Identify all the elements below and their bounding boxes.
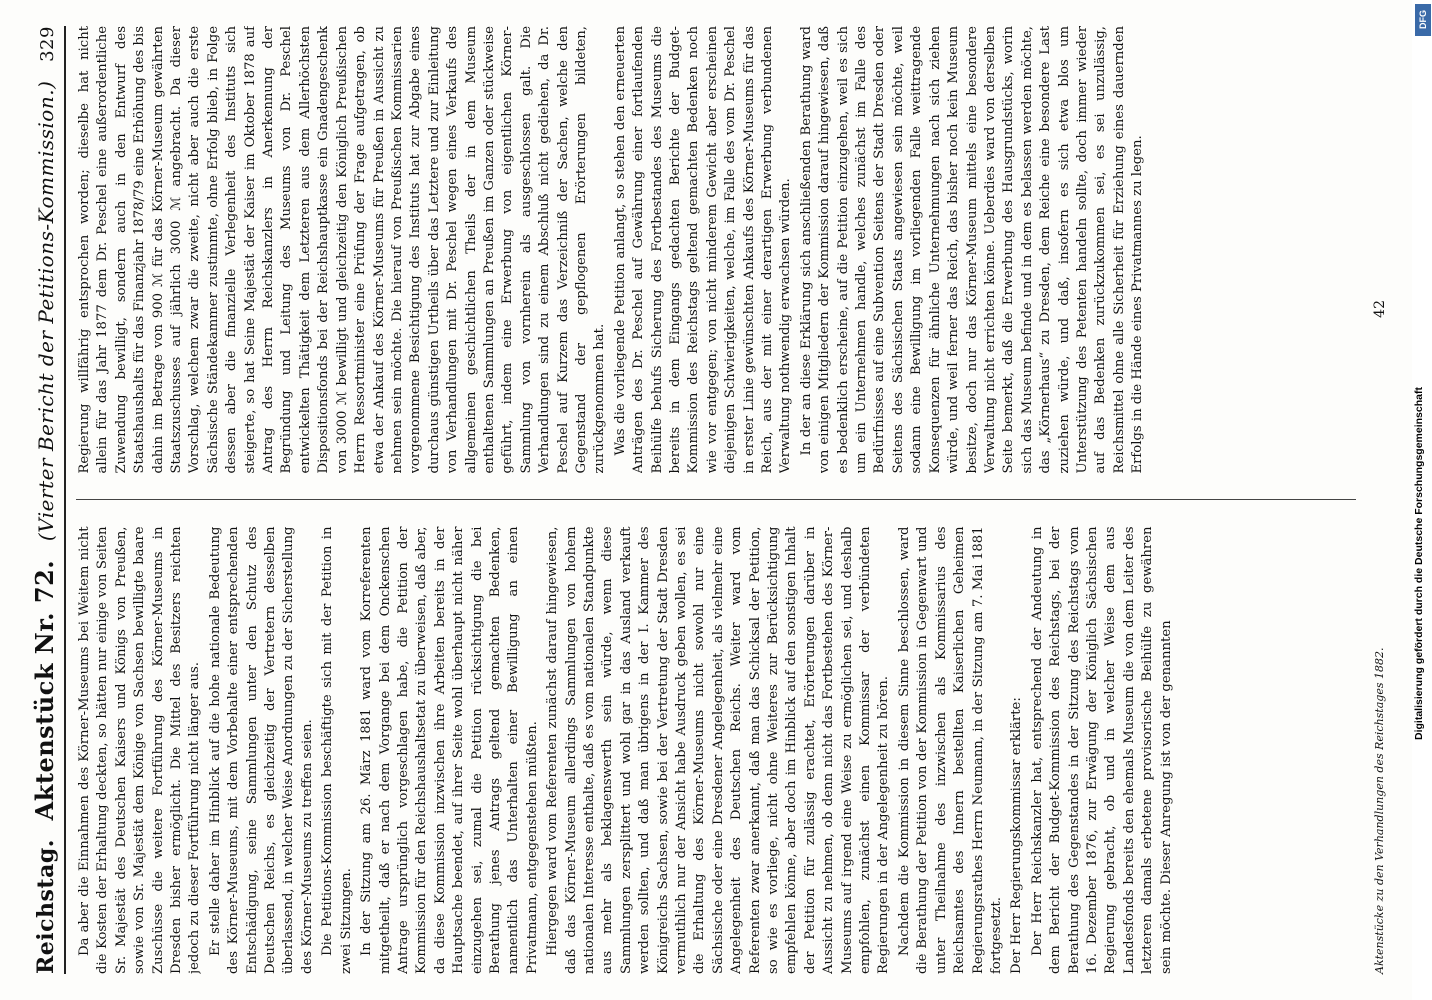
page-number: 329 [37,26,58,62]
dfg-logo: DFG [1415,4,1431,36]
paragraph: Der Herr Regierungskommissar erklärte: [1009,697,1025,974]
paragraph: In der Sitzung am 26. März 1881 ward vom Korreferenten mitgetheilt, daß er nach dem Vorgange bei dem Onckenschen Antrage ursprünglich vorgeschlagen habe, die Petition der Kommission für den Reichshaushaltsetat zu überweisen, daß aber, da diese Kommission inzwischen ihre Arbeiten bereits in der Hauptsache beendet, auf ihrer Seite wohl überhaupt nicht näher einzugehen sei, zumal die Petition rücksichtigung die bei Berathung jenes Antrags geltend gemachten Bedenken, namentlich das Unterhalten einer Bewilligung an einen Privatmann, entgegenstehen müßten. [359,526,540,974]
running-header [30,26,66,974]
column-left [76,527,1356,975]
header-right: (Vierter Bericht der Petitions-Kommission.) [34,80,58,542]
paragraph: Da aber die Einnahmen des Körner-Museums bei Weitem nicht die Kosten der Erhaltung deckten, so hätten nur einige von Seiten Sr. Majestät des Deutschen Kaisers und Königs von Preußen, sowie von Sr. Majestät dem Könige von Sachsen bewilligte baare Zuschüsse die weitere Fortführung des Körner-Museums in Dresden bisher ermöglicht. Die Mittel des Besitzers reichten jedoch zu dieser Fortführung nicht länger aus. [77,526,203,974]
paragraph: Nachdem die Kommission in diesem Sinne beschlossen, ward die Berathung der Petition von der Kommission in Gegenwart und unter Theilnahme des inzwischen als Kommissarius des Reichsamtes des Innern bestellten Kaiserlichen Geheimen Regierungsrathes Herrn Neumann, in der Sitzung am 7. Mai 1881 fortgesetzt. [896,526,1004,974]
header-center: Aktenstück Nr. 72. [30,559,59,821]
folio-number: 42 [1372,300,1388,318]
document-page [16,0,1416,1000]
paragraph: In der an diese Erklärung sich anschließenden Berathung ward von einigen Mitgliedern der Kommission darauf hingewiesen, daß es bedenklich erscheine, auf die Petition einzugehen, weil es sich um ein Unternehmen handle, welches zunächst im Falle des Bedürfnisses auf eine Subvention Seitens der Stadt Dresden oder Seitens des Sächsischen Staats angewiesen sein möchte, weil sodann eine Bewilligung im vorliegenden Falle weittragende Konsequenzen für ähnliche Unternehmungen nach sich ziehen würde, und weil ferner das Reich, das bisher noch kein Museum besitze, doch nur das Körner-Museum mittels eine besondere Verwaltung nicht errichten könne. Ueberdies ward von derselben Seite bemerkt, daß die Erwerbung des Hausgrundstücks, worin sich das Museum befinde und in dem es belassen werden möchte, das „Körnerhaus“ zu Dresden, dem Reiche eine besondere Last zuziehen würde, und daß, insofern es sich etwa blos um Unterstützung des Petenten handeln sollte, doch immer wieder auf das Bedenken zurückzukommen sei, es sei unzulässig, Reichsmittel ohne alle Sicherheit für Erziehung eines dauernden Erfolgs in die Hände eines Privatmannes zu legen. [798,26,1146,474]
header-left: Reichstag. [33,839,59,974]
paragraph: Was die vorliegende Petition anlangt, so stehen den erneuerten Anträgen des Dr. Peschel auf Gewährung einer fortlaufenden Beihülfe behufs Sicherung des Fortbestandes des Museums die bereits in dem Eingangs gedachten Berichte der Budget-Kommission des Reichstags geltend gemachten Bedenken noch wie vor entgegen; von nicht minderem Gewicht aber erscheinen diejenigen Schwierigkeiten, welche, im Falle des vom Dr. Peschel in erster Linie gewünschten Ankaufs des Körner-Museums für das Reich, aus der mit einer derartigen Erwerbung verbundenen Verwaltung nothwendig erwachsen würden. [612,26,794,474]
paragraph: Regierung willfährig entsprochen worden; dieselbe hat nicht allein für das Jahr 1877 dem Dr. Peschel eine außerordentliche Zuwendung bewilligt, sondern auch in den Entwurf des Staatshaushalts für das Finanzjahr 1878/79 eine Erhöhung des bis dahin im Betrage von 900 ℳ für das Körner-Museum gewährten Staatszuschusses auf jährlich 3000 ℳ angebracht. Da dieser Vorschlag, welchem zwar die zweite, nicht aber auch die erste Sächsische Ständekammer zustimmte, ohne Erfolg blieb, in Folge dessen aber die finanzielle Verlegenheit des Instituts sich steigerte, so hat Seine Majestät der Kaiser im Oktober 1878 auf Antrag des Herrn Reichskanzlers in Anerkennung der Begründung und Leitung des Museums von Dr. Peschel entwickelten Thätigkeit dem Letzteren aus dem Allerhöchsten Dispositionsfonds bei der Reichshauptkasse ein Gnadengeschenk von 3000 ℳ bewilligt und gleichzeitig den Königlich Preußischen Herrn Ressortminister eine Prüfung der Frage aufgetragen, ob etwa der Ankauf des Körner-Museums für Preußen in Aussicht zu nehmen sein möchte. Die hierauf von Preußischen Kommissarien vorgenommene Besichtigung des Instituts hat zur Abgabe eines durchaus günstigen Urtheils über das Letztere und zur Einleitung von Verhandlungen mit Dr. Peschel wegen eines Verkaufs des allgemeinen geschichtlichen Theils der in dem Museum enthaltenen Sammlungen an Preußen im Ganzen oder stückweise geführt, indem eine Erwerbung von eigentlichen Körner-Sammlung von vornherein als ausgeschlossen galt. Die Verhandlungen sind zu einem Abschluß nicht gediehen, da Dr. Peschel auf Kurzem das Verzeichniß der Sachen, welche den Gegenstand der gepflogenen Erörterungen bildeten, zurückgenommen hat. [77,26,608,474]
attribution-text: Digitalisierung gefördert durch die Deutsche Forschungsgemeinschaft [1413,387,1425,740]
paragraph: Der Herr Reichskanzler hat, entsprechend der Andeutung in dem Bericht der Budget-Kommission des Reichstags, bei der Berathung des Gegenstandes in der Sitzung des Reichstags vom 16. Dezember 1876, zur Erwägung der Königlich Sächsischen Regierung gebracht, ob und in welcher Weise dem aus Landesfonds bereits den ehemals Museum die von dem Leiter des letzteren damals erbetene provisorische Beihülfe zu gewähren sein möchte. Dieser Anregung ist von der genannten [1029,526,1174,974]
paragraph: Hiergegen ward vom Referenten zunächst darauf hingewiesen, daß das Körner-Museum allerdings Sammlungen von hohem nationalen Interesse enthalte, daß es vom nationalen Standpunkte aus mehr als beklagenswerth sein würde, wenn diese Sammlungen zersplittert und wohl gar in das Ausland verkauft werden sollten, und daß man übrigens in der I. Kammer des Königreichs Sachsen, sowie bei der Vertretung der Stadt Dresden vermuthlich nur der Ansicht habe Ausdruck geben wollen, es sei die Erhaltung des Körner-Museums nicht sowohl nur eine Sächsische oder eine Dresdener Angelegenheit, als vielmehr eine Angelegenheit des Deutschen Reichs. Weiter ward vom Referenten zwar anerkannt, daß man das Schicksal der Petition, so wie es vorliege, nicht ohne Weiteres zur Berücksichtigung empfehlen könne, aber doch im Hinblick auf den sonstigen Inhalt der Petition für zulässig erachtet, Erörterungen darüber in Aussicht zu nehmen, ob denn nicht das Fortbestehen des Körner-Museums auf irgend eine Weise zu ermöglichen sei, und deshalb empfohlen, zunächst einen Kommissar der verbündeten Regierungen in der Angelegenheit zu hören. [545,526,892,974]
footnote: Aktenstücke zu den Verhandlungen des Reichstages 1882. [1373,647,1386,974]
attribution-strip [1412,0,1432,1000]
paragraph: Die Petitions-Kommission beschäftigte sich mit der Petition in zwei Sitzungen. [320,526,354,974]
text-columns [76,26,1356,974]
column-divider [76,500,1356,501]
paragraph: Er stelle daher im Hinblick auf die hohe nationale Bedeutung des Körner-Museums, mit dem Vorbehalte einer entsprechenden Entschädigung, seine Sammlungen unter den Schutz des Deutschen Reichs, es gleichzeitig der Vertretern desselben überlassend, in welcher Weise Anordnungen zu der Sicherstellung des Körner-Museums zu treffen seien. [207,526,315,974]
column-right [76,26,1356,474]
